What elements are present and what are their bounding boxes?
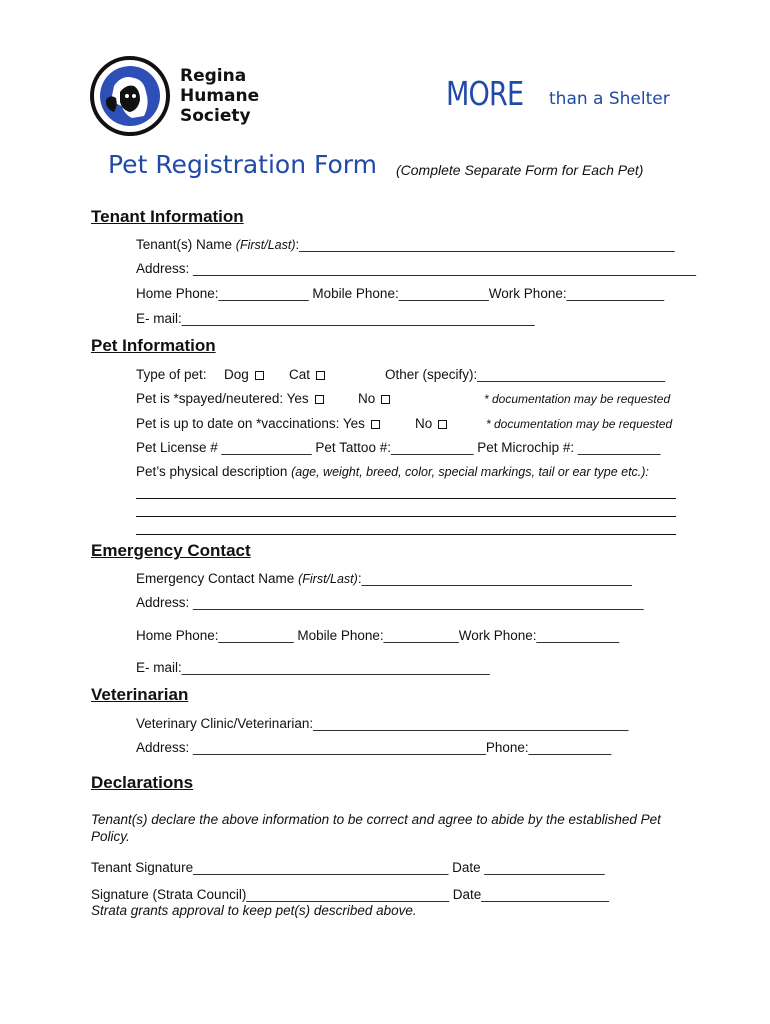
- pet-id-fields[interactable]: Pet License # ____________ Pet Tattoo #:___________ Pet Microchip #: ___________: [136, 440, 661, 455]
- pet-description-hint: (age, weight, breed, color, special markings, tail or ear type etc.):: [291, 465, 649, 479]
- slogan-more: MORE: [446, 74, 524, 113]
- vaccination-yes-checkbox[interactable]: [371, 420, 380, 429]
- emergency-email-field[interactable]: E- mail:_________________________________________: [136, 660, 490, 675]
- pet-description-prompt: [136, 464, 649, 479]
- tenant-phone-fields[interactable]: Home Phone:____________ Mobile Phone:____________Work Phone:_____________: [136, 286, 665, 301]
- tenant-section-heading: Tenant Information: [91, 207, 244, 226]
- strata-signature-field[interactable]: Signature (Strata Council)___________________________ Date_________________: [91, 887, 609, 902]
- form-title: Pet Registration Form: [108, 150, 377, 179]
- dog-label: Dog: [224, 367, 249, 382]
- dog-checkbox[interactable]: [255, 371, 264, 380]
- cat-label: Cat: [289, 367, 311, 382]
- pet-description-line-2[interactable]: [136, 516, 676, 517]
- emergency-name-label: Emergency Contact Name: [136, 571, 299, 586]
- vaccination-no-checkbox[interactable]: [438, 420, 447, 429]
- spayed-yes-option[interactable]: [136, 391, 324, 406]
- emergency-section-heading: Emergency Contact: [91, 541, 251, 560]
- declarations-section-heading: Declarations: [91, 773, 194, 792]
- cat-checkbox[interactable]: [316, 371, 325, 380]
- spayed-no-label: No: [358, 391, 376, 406]
- vaccination-label: Pet is up to date on *vaccinations: Yes: [136, 416, 365, 431]
- pet-description-line-1[interactable]: [136, 498, 676, 499]
- pet-description-line-3[interactable]: [136, 534, 676, 535]
- slogan-rest: than a Shelter: [549, 89, 670, 109]
- tenant-name-field[interactable]: [136, 237, 675, 252]
- pet-type-dog-option[interactable]: [224, 367, 264, 382]
- tenant-name-hint: (First/Last): [235, 238, 296, 252]
- vet-address-phone-field[interactable]: Address: _______________________________________Phone:___________: [136, 740, 612, 755]
- emergency-name-line: :____________________________________: [357, 571, 632, 586]
- spayed-label: Pet is *spayed/neutered: Yes: [136, 391, 309, 406]
- spayed-no-option[interactable]: [358, 391, 390, 406]
- emergency-name-field[interactable]: [136, 571, 632, 586]
- tenant-name-line: :__________________________________________________: [295, 237, 675, 252]
- vaccination-yes-option[interactable]: [136, 416, 380, 431]
- vet-clinic-field[interactable]: Veterinary Clinic/Veterinarian:__________________________________________: [136, 716, 629, 731]
- emergency-address-field[interactable]: Address: ____________________________________________________________: [136, 595, 644, 610]
- spayed-documentation-note: * documentation may be requested: [484, 392, 671, 406]
- pet-type-cat-option[interactable]: [289, 367, 325, 382]
- vet-section-heading: Veterinarian: [91, 685, 189, 704]
- tenant-email-field[interactable]: E- mail:_______________________________________________: [136, 311, 535, 326]
- spayed-yes-checkbox[interactable]: [315, 395, 324, 404]
- organization-name: Regina Humane Society: [180, 66, 260, 126]
- pet-section-heading: Pet Information: [91, 336, 216, 355]
- logo-emblem: [90, 56, 170, 136]
- pet-type-label: Type of pet:: [136, 367, 207, 382]
- tenant-signature-field[interactable]: Tenant Signature__________________________________ Date ________________: [91, 860, 605, 875]
- tenant-name-label: Tenant(s) Name: [136, 237, 236, 252]
- pet-silhouette-icon: [100, 66, 160, 126]
- declaration-statement: Tenant(s) declare the above information to be correct and agree to abide by the established Pet Policy.: [91, 812, 661, 844]
- pet-description-label: Pet’s physical description: [136, 464, 292, 479]
- vaccination-no-option[interactable]: [415, 416, 447, 431]
- emergency-phone-fields[interactable]: Home Phone:__________ Mobile Phone:__________Work Phone:___________: [136, 628, 620, 643]
- spayed-no-checkbox[interactable]: [381, 395, 390, 404]
- form-subtitle: (Complete Separate Form for Each Pet): [396, 162, 644, 178]
- vaccination-documentation-note: * documentation may be requested: [486, 417, 673, 431]
- emergency-name-hint: (First/Last): [298, 572, 358, 586]
- strata-approval-note: Strata grants approval to keep pet(s) described above.: [91, 903, 417, 918]
- pet-type-other-field[interactable]: Other (specify):_________________________: [385, 367, 665, 382]
- vaccination-no-label: No: [415, 416, 433, 431]
- tenant-address-field[interactable]: Address: ___________________________________________________________________: [136, 261, 697, 276]
